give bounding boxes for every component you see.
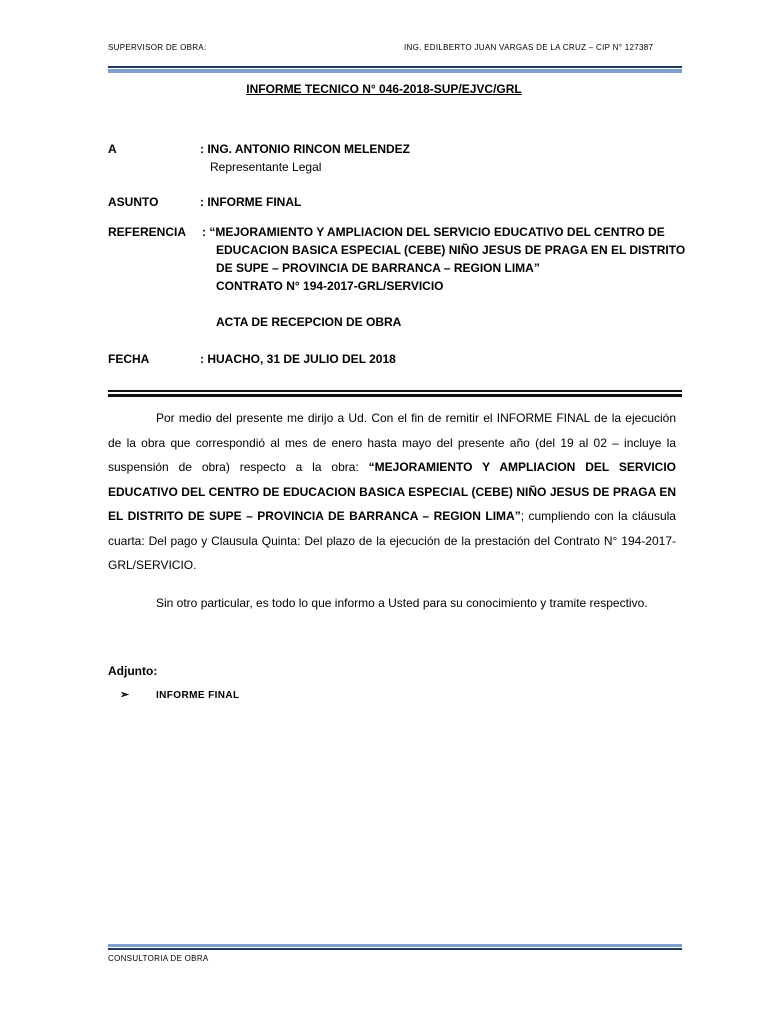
field-a-label: A bbox=[108, 142, 117, 156]
section-rule-bottom bbox=[108, 394, 682, 397]
field-referencia-label: REFERENCIA bbox=[108, 225, 187, 239]
header-rule-dark bbox=[108, 66, 682, 68]
section-rule-top bbox=[108, 390, 682, 392]
attachment-item-label: INFORME FINAL bbox=[156, 690, 240, 701]
field-referencia-line-1: : “MEJORAMIENTO Y AMPLIACION DEL SERVICIO EDUCATIVO DEL CENTRO DE bbox=[202, 225, 665, 239]
field-fecha-label: FECHA bbox=[108, 352, 150, 366]
body-paragraph-project-name: “MEJORAMIENTO Y AMPLIACION DEL SERVICIO EDUCATIVO DEL CENTRO DE EDUCACION BASICA ESPECIAL (CEBE) NIÑO JESUS DE PRAGA EN EL DISTRITO DE SUPE – PROVINCIA DE BARRANCA – REGION LIMA” bbox=[108, 460, 676, 523]
attachment-item bbox=[120, 688, 240, 701]
field-a-subtitle: Representante Legal bbox=[210, 160, 322, 174]
field-referencia-line-2: EDUCACION BASICA ESPECIAL (CEBE) NIÑO JESUS DE PRAGA EN EL DISTRITO bbox=[216, 243, 686, 257]
field-asunto-value: : INFORME FINAL bbox=[200, 195, 302, 209]
header-rule-blue bbox=[108, 69, 682, 73]
header-right: ING. EDILBERTO JUAN VARGAS DE LA CRUZ – CIP N° 127387 bbox=[404, 43, 654, 52]
field-referencia-line-3: DE SUPE – PROVINCIA DE BARRANCA – REGION LIMA” bbox=[216, 261, 540, 275]
closing-sentence: Sin otro particular, es todo lo que informo a Usted para su conocimiento y tramite respectivo. bbox=[156, 596, 648, 610]
body-paragraph-start: Por medio del presente me dirijo a Ud. Con el fin de remitir el INFORME FINAL de la ejecución de la obra que correspondió al mes de enero hasta mayo del presente año (del 19 al 02 – incluye la suspensión de obra) respecto a la obra: bbox=[108, 411, 676, 474]
header-left: SUPERVISOR DE OBRA: bbox=[108, 43, 207, 52]
document-title: INFORME TECNICO N° 046-2018-SUP/EJVC/GRL bbox=[246, 82, 522, 96]
field-fecha-value: : HUACHO, 31 DE JULIO DEL 2018 bbox=[200, 352, 396, 366]
footer-rule-dark bbox=[108, 948, 682, 950]
body-paragraph-end: ; cumpliendo con la cláusula cuarta: Del pago y Clausula Quinta: Del plazo de la ejecución de la prestación del Contrato N° 194-2017-GRL/SERVICIO. bbox=[108, 509, 676, 572]
field-a-value: : ING. ANTONIO RINCON MELENDEZ bbox=[200, 142, 410, 156]
attachments-title: Adjunto: bbox=[108, 664, 158, 678]
field-asunto-label: ASUNTO bbox=[108, 195, 159, 209]
footer-left: CONSULTORIA DE OBRA bbox=[108, 954, 209, 963]
field-referencia-line-4: CONTRATO N° 194-2017-GRL/SERVICIO bbox=[216, 279, 444, 293]
arrow-bullet-icon: ➢ bbox=[120, 689, 130, 701]
body-paragraph bbox=[108, 406, 676, 578]
field-referencia-line-5: ACTA DE RECEPCION DE OBRA bbox=[216, 315, 402, 329]
footer-rule-blue bbox=[108, 944, 682, 947]
